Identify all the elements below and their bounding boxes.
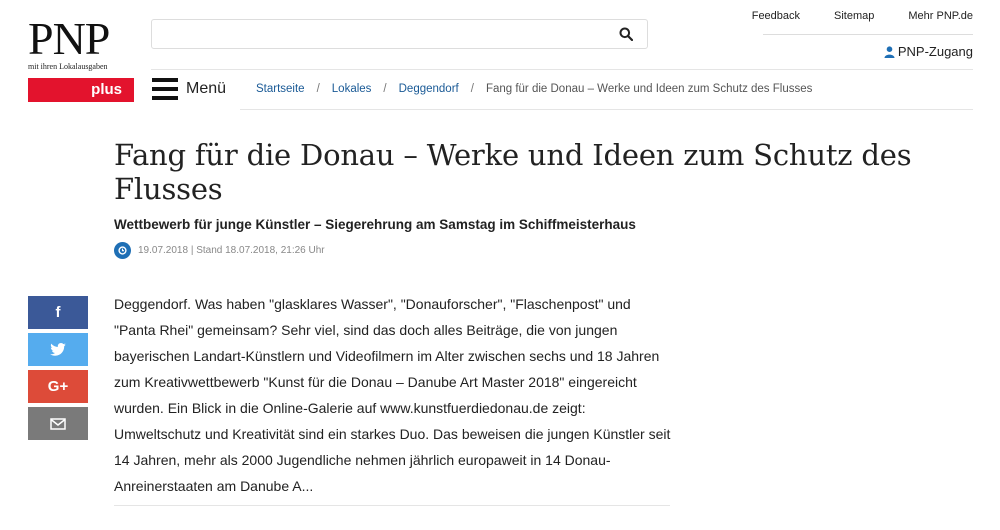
breadcrumb-separator: / [316,83,320,95]
share-twitter-button[interactable] [28,333,88,366]
breadcrumb-lokales[interactable]: Lokales [331,83,372,95]
pnp-logo[interactable] [28,13,124,71]
share-mail-button[interactable] [28,407,88,440]
search-box [151,19,648,49]
search-icon[interactable] [619,27,635,43]
breadcrumb-deggendorf[interactable]: Deggendorf [398,83,459,95]
facebook-icon: f [55,304,61,321]
user-icon [884,46,895,58]
article-divider [114,505,670,506]
logo-subtitle: mit ihren Lokalausgaben [28,62,108,71]
menu-label: Menü [186,80,227,97]
breadcrumb-separator: / [470,83,474,95]
breadcrumb-separator: / [383,83,387,95]
envelope-icon [50,418,66,430]
header-divider [151,69,973,70]
login-label: PNP-Zugang [897,44,973,59]
search-input[interactable] [158,21,602,49]
breadcrumb-startseite[interactable]: Startseite [256,83,305,95]
top-links-divider [763,34,973,35]
googleplus-icon: G+ [47,378,69,395]
article-meta [114,242,325,259]
breadcrumb-current: Fang für die Donau – Werke und Ideen zum Schutz des Flusses [485,83,813,95]
share-googleplus-button[interactable] [28,370,88,403]
breadcrumb-divider [240,109,973,110]
clock-icon [114,242,131,259]
article-body: Deggendorf. Was haben "glasklares Wasser", "Donauforscher", "Flaschenpost" und "Panta Rhei" gemeinsam? Sehr viel, sind das doch alles Beiträge, die von jungen bayerischen Landart-Künstlern und Videofilmern im Alter zwischen sechs und 18 Jahren zum Kreativwettbewerb "Kunst für die Donau – Danube Art Master 2018" eingereicht wurden. Ein Blick in die Online-Galerie auf www.kunstfuerdiedonau.de zeigt: Umweltschutz und Kreativität sind ein starkes Duo. Das beweisen die jungen Künstler seit 14 Jahren, mehr als 2000 Jugendliche nehmen jährlich europaweit in 14 Donau-Anreinerstaaten am Danube A... [114,296,671,494]
twitter-bird-icon [50,343,66,356]
article-date: 19.07.2018 | Stand 18.07.2018, 21:26 Uhr [138,245,325,256]
breadcrumb [256,83,812,95]
feedback-link[interactable]: Feedback [751,10,801,22]
plus-badge[interactable]: plus [28,78,134,102]
hamburger-icon [152,78,178,100]
article-title: Fang für die Donau – Werke und Ideen zum Schutz des Flusses [114,138,912,206]
menu-button[interactable] [152,78,226,100]
logo-text: PNP [28,13,110,64]
more-pnp-link[interactable]: Mehr PNP.de [908,10,973,22]
share-facebook-button[interactable] [28,296,88,329]
article-subtitle: Wettbewerb für junge Künstler – Siegerehrung am Samstag im Schiffmeisterhaus [114,217,636,232]
login-link[interactable] [884,44,973,59]
top-links [718,10,973,22]
sitemap-link[interactable]: Sitemap [834,10,875,22]
